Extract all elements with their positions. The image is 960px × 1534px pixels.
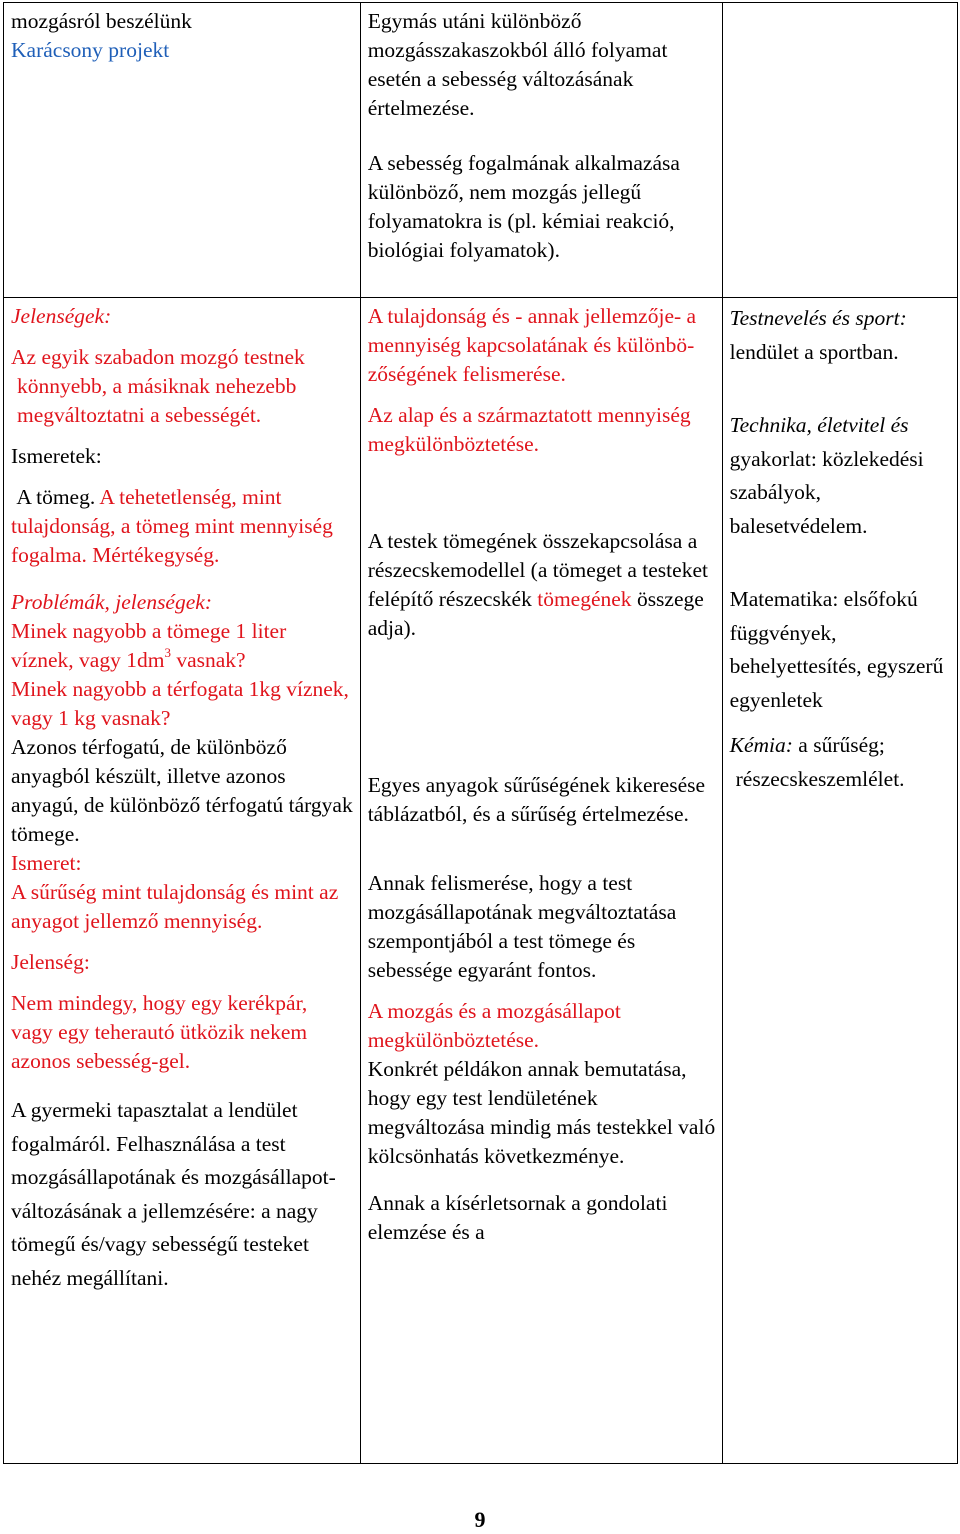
jelensegek-heading: Jelenségek: bbox=[11, 304, 112, 328]
testek-text: A testek tömegének összekapcsolása a részecskemodellel (a tömeget a testeket felépítő részecskék bbox=[367, 529, 708, 611]
question-2: Minek nagyobb a térfogata 1kg víznek, vagy 1 kg vasnak? bbox=[11, 677, 349, 730]
testek-end: összege adja). bbox=[367, 587, 704, 640]
mozgas-text: A mozgás és a mozgásállapot megkülönböztetése. bbox=[367, 999, 621, 1052]
row1-col2-cell bbox=[360, 3, 722, 298]
question-1-superscript: 3 bbox=[164, 645, 171, 660]
matematika-paragraph bbox=[730, 583, 951, 717]
suruseg-text: A sűrűség mint tulajdonság és mint az anyagot jellemző mennyiség. bbox=[11, 880, 339, 933]
kemia-text: a sűrűség; részecskeszemlélet. bbox=[735, 733, 905, 791]
kemia-heading: Kémia: bbox=[729, 733, 793, 757]
problemak-heading: Problémák, jelenségek: bbox=[11, 590, 212, 614]
tehetetlenseg-text: A tehetetlenség, mint tulajdonság, a tömeg mint mennyiség fogalma. Mértékegység. bbox=[11, 485, 333, 567]
testneveles-text: lendület a sportban. bbox=[729, 339, 899, 364]
topic-line: mozgásról beszélünk bbox=[11, 9, 192, 33]
testneveles-heading: Testnevelés és sport: bbox=[729, 306, 907, 330]
kerekpar-text: Nem mindegy, hogy egy kerékpár, vagy egy teherautó ütközik nekem azonos sebesség-gel. bbox=[11, 991, 308, 1073]
christmas-project-link[interactable]: Karácsony projekt bbox=[11, 38, 170, 62]
row2-col2-cell bbox=[360, 298, 722, 1464]
table-row bbox=[4, 298, 958, 1464]
technika-heading: Technika, életvitel és bbox=[729, 413, 909, 437]
kemia-paragraph bbox=[730, 729, 951, 796]
jelenseg-heading: Jelenség: bbox=[11, 950, 90, 974]
tomeg-text: A tömeg. bbox=[16, 485, 96, 509]
speed-concept-text: A sebesség fogalmának alkalmazása különböző, nem mozgás jellegű folyamatokra is (pl. kémiai reakció, biológiai folyamatok). bbox=[367, 151, 680, 262]
page-number: 9 bbox=[474, 1507, 486, 1532]
row2-col1-cell bbox=[4, 298, 361, 1464]
question-1-end: vasnak? bbox=[170, 648, 246, 672]
ismeretek-heading: Ismeretek: bbox=[11, 444, 102, 468]
testek-highlight: tömegének bbox=[537, 587, 632, 611]
matematika-heading: Matematika bbox=[729, 587, 833, 611]
question-1-text: Minek nagyobb a tömege 1 liter víznek, vagy 1dm bbox=[11, 619, 287, 672]
row1-col1-cell bbox=[4, 3, 361, 298]
annak-felismerese-text: Annak felismerése, hogy a test mozgásállapotának megváltoztatása szempontjából a test tömege és sebessége egyaránt fontos. bbox=[367, 871, 677, 982]
speed-change-text: Egymás utáni különböző mozgásszakaszokból álló folyamat esetén a sebesség változásának értelmezése. bbox=[367, 9, 668, 120]
testek-paragraph bbox=[368, 527, 716, 643]
tomeg-paragraph bbox=[11, 483, 354, 570]
curriculum-table bbox=[3, 2, 958, 1464]
table-row bbox=[4, 3, 958, 298]
azonos-text: Azonos térfogatú, de különböző anyagból készült, illetve azonos anyagú, de különböző térfogatú tárgyak tömege. bbox=[11, 735, 353, 846]
ismeret-heading: Ismeret: bbox=[11, 851, 82, 875]
question-1 bbox=[11, 617, 354, 675]
gyermeki-text: A gyermeki tapasztalat a lendület fogalmáról. Felhasználása a test mozgásállapotának és mozgásállapot-változásának a jellemzésére: a nagy tömegű és/vagy sebességű testeket nehéz megállítani. bbox=[11, 1098, 336, 1290]
matematika-text: : elsőfokú függvények, behelyettesítés, egyszerű egyenletek bbox=[729, 587, 944, 712]
konkret-text: Konkrét példákon annak bemutatása, hogy egy test lendületének megváltozása mindig más testekkel való kölcsönhatás következménye. bbox=[367, 1057, 716, 1168]
technika-text: gyakorlat: közlekedési szabályok, balesetvédelem. bbox=[729, 446, 924, 538]
row2-col3-cell bbox=[722, 298, 957, 1464]
egyes-text: Egyes anyagok sűrűségének kikeresése táblázatból, és a sűrűség értelmezése. bbox=[367, 773, 706, 826]
jelensegek-text: Az egyik szabadon mozgó testnek könnyebb, a másiknak nehezebb megváltoztatni a sebességét. bbox=[11, 345, 305, 427]
row1-col3-cell bbox=[722, 3, 957, 298]
kiserletsor-text: Annak a kísérletsornak a gondolati elemzése és a bbox=[367, 1191, 668, 1244]
tulajdonsag-text: A tulajdonság és - annak jellemzője- a mennyiség kapcsolatának és különbö-zőségének felismerése. bbox=[367, 304, 697, 386]
alap-text: Az alap és a származtatott mennyiség megkülönböztetése. bbox=[367, 403, 691, 456]
